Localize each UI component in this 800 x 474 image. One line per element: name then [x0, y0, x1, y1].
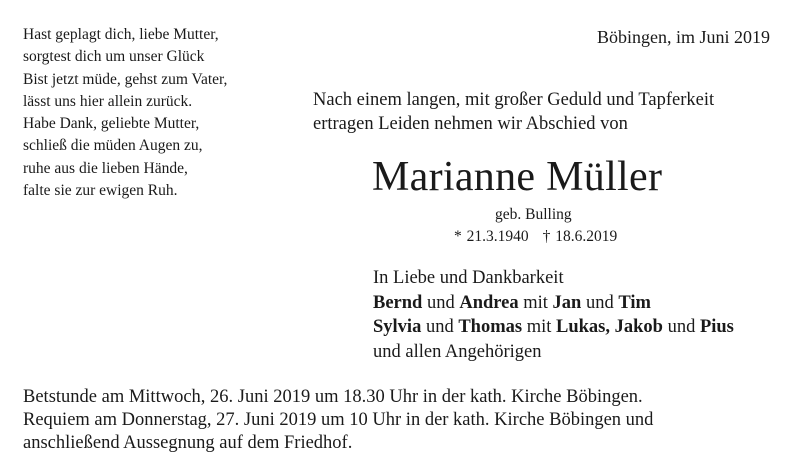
intro-line: ertragen Leiden nehmen wir Abschied von [313, 114, 628, 134]
connector-text: mit [518, 292, 553, 313]
maiden-name: geb. Bulling [495, 206, 572, 223]
mourner-name: Tim [618, 292, 651, 313]
poem-line: Bist jetzt müde, gehst zum Vater, [23, 70, 228, 88]
memorial-poem [23, 24, 313, 202]
mourners-intro: In Liebe und Dankbarkeit [373, 268, 564, 288]
birth-date: * 21.3.1940 [454, 228, 529, 245]
mourner-name: Andrea [459, 292, 519, 313]
life-dates [454, 228, 617, 246]
mourners-line [373, 315, 734, 340]
connector-text: und [581, 292, 619, 313]
mourners-closing: und allen Angehörigen [373, 341, 542, 362]
poem-line: schließ die müden Augen zu, [23, 137, 203, 155]
service-line: Requiem am Donnerstag, 27. Juni 2019 um 10 Uhr in der kath. Kirche Böbingen und [23, 410, 654, 430]
intro-text [313, 88, 783, 136]
connector-text: und [662, 317, 700, 337]
poem-line: falte sie zur ewigen Ruh. [23, 182, 178, 200]
poem-line: lässt uns hier allein zurück. [23, 92, 193, 110]
mourner-name: Bernd [373, 292, 423, 313]
poem-line: Hast geplagt dich, liebe Mutter, [23, 26, 219, 43]
service-line: Betstunde am Mittwoch, 26. Juni 2019 um 18.30 Uhr in der kath. Kirche Böbingen. [23, 387, 643, 407]
mourner-name: Thomas [458, 317, 523, 337]
service-line: anschließend Aussegnung auf dem Friedhof. [23, 433, 353, 453]
mourners-line [373, 291, 734, 316]
place-and-date: Böbingen, im Juni 2019 [596, 27, 770, 47]
connector-text: und [422, 292, 460, 313]
poem-line: Habe Dank, geliebte Mutter, [23, 115, 200, 133]
service-details [23, 386, 783, 455]
connector-text: mit [522, 317, 556, 337]
mourner-name: Jan [552, 292, 582, 313]
poem-line: sorgtest dich um unser Glück [23, 48, 205, 66]
deceased-name: Marianne Müller [372, 154, 663, 200]
mourner-name: Pius [699, 317, 734, 337]
connector-text: und [421, 317, 459, 337]
poem-line: ruhe aus die lieben Hände, [23, 159, 188, 177]
mourner-name: Lukas, Jakob [556, 317, 663, 337]
death-date: † 18.6.2019 [542, 228, 618, 245]
mourners-list [373, 266, 734, 364]
mourner-name: Sylvia [373, 317, 422, 337]
intro-line: Nach einem langen, mit großer Geduld und Tapferkeit [313, 90, 715, 110]
